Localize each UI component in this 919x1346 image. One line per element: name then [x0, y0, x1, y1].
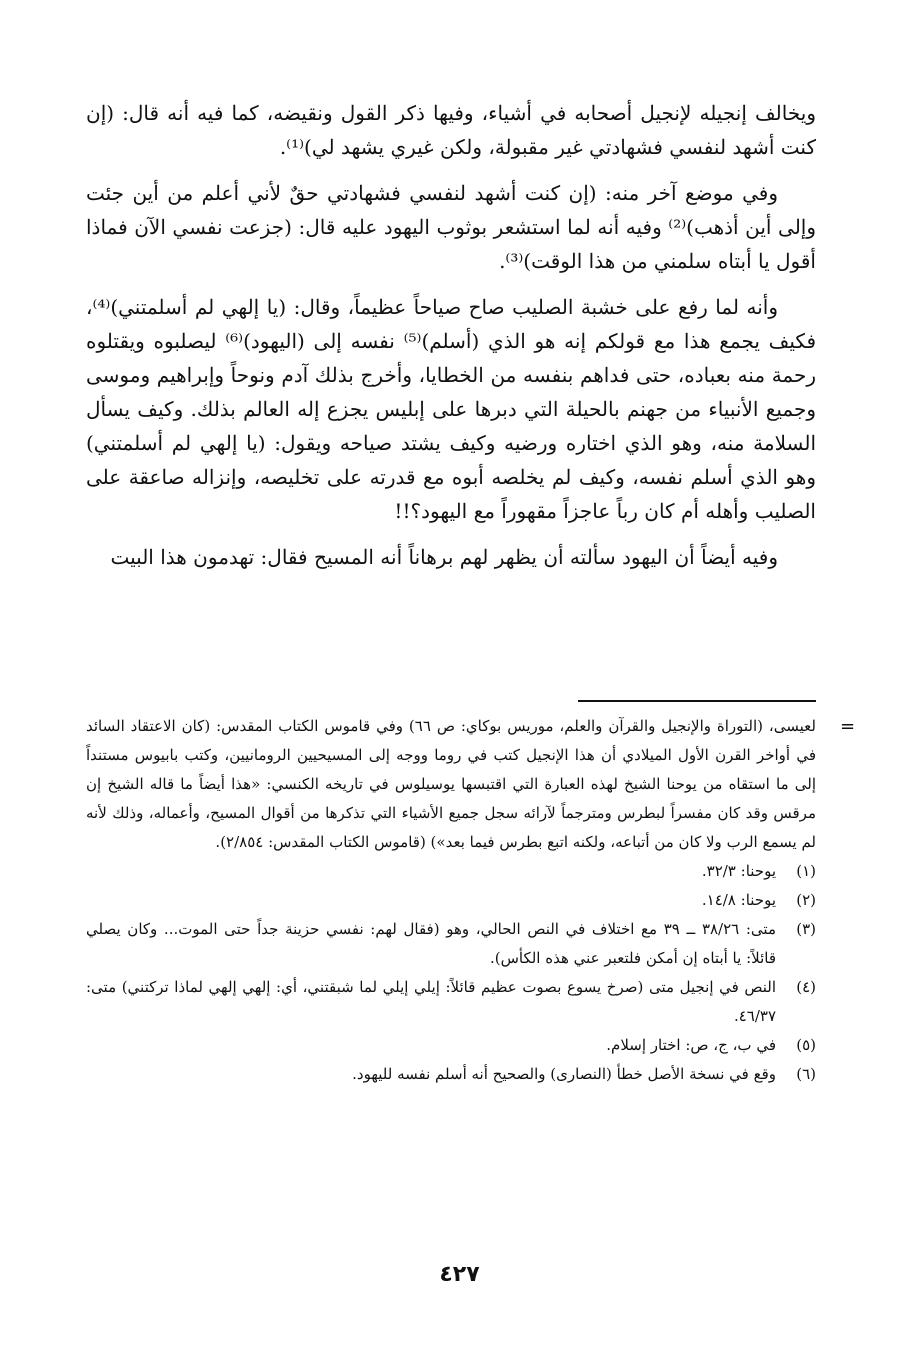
footnote-number: (٣): [796, 920, 816, 938]
footnote-item: [86, 857, 816, 886]
footnote-item: [86, 915, 816, 973]
paragraph-2: وفي موضع آخر منه: (إن كنت أشهد لنفسي فشهادتي حقٌ لأني أعلم من أين جئت وإلى أين أذهب)⁽²⁾ وفيه أنه لما استشعر بوثوب اليهود عليه قال: (جزعت نفسي الآن فماذا أقول يا أبتاه سلمني من هذا الوقت)⁽³⁾.: [86, 181, 817, 273]
page-number: ٤٢٧: [439, 1262, 480, 1287]
footnote-text: وقع في نسخة الأصل خطأ (النصارى) والصحيح أنه أسلم نفسه لليهود.: [352, 1065, 776, 1083]
footnotes-section: [86, 712, 816, 1089]
footnote-number: (٤): [796, 978, 816, 996]
footnote-number: (٢): [796, 891, 816, 909]
continuation-mark: =: [840, 716, 856, 737]
footnote-text: يوحنا: ٣٢/٣.: [701, 862, 776, 880]
paragraph-4: وفيه أيضاً أن اليهود سألته أن يظهر لهم برهاناً أنه المسيح فقال: تهدمون هذا البيت: [110, 545, 778, 569]
footnote-number: (٥): [796, 1036, 816, 1054]
footnote-item: [86, 1031, 816, 1060]
footnote-item: [86, 1060, 816, 1089]
footnote-text: يوحنا: ١٤/٨.: [701, 891, 776, 909]
footnote-number: (٦): [796, 1065, 816, 1083]
footnote-separator: [578, 700, 816, 702]
footnote-continuation: لعيسى، (التوراة والإنجيل والقرآن والعلم، موريس بوكاي: ص ٦٦) وفي قاموس الكتاب المقدس: (كان الاعتقاد السائد في أواخر القرن الأول الميلادي أن هذا الإنجيل كتب في روما ووجه إلى المسيحيين الرومانيين، وكتب بابيوس مستنداً إلى ما استقاه من يوحنا الشيخ لهذه العبارة التي اقتبسها يوسيلوس في تاريخه الكنسي: «هذا أيضاً ما قاله الشيخ إن مرقس وقد كان مفسراً لبطرس ومترجماً لآرائه سجل جميع الأشياء التي تذكرها من أقوال المسيح، وأعماله، وذلك لأنه لم يسمع الرب ولا كان من أتباعه، ولكنه اتبع بطرس فيما بعد») (قاموس الكتاب المقدس: ٢/٨٥٤).: [86, 717, 816, 851]
footnote-number: (١): [796, 862, 816, 880]
footnote-text: متى: ٣٨/٢٦ ــ ٣٩ مع اختلاف في النص الحالي، وهو (فقال لهم: نفسي حزينة جداً حتى الموت... وكان يصلي قائلاً: يا أبتاه إن أمكن فلتعبر عني هذه الكأس).: [86, 920, 776, 967]
paragraph-1: ويخالف إنجيله لإنجيل أصحابه في أشياء، وفيها ذكر القول ونقيضه، كما فيه أنه قال: (إن كنت أشهد لنفسي فشهادتي غير مقبولة، ولكن غيري يشهد لي)⁽¹⁾.: [86, 101, 816, 159]
main-text: [86, 96, 816, 586]
footnote-item: [86, 973, 816, 1031]
footnote-text: في ب، ج، ص: اختار إسلام.: [606, 1036, 776, 1054]
footnote-item: [86, 886, 816, 915]
paragraph-3: وأنه لما رفع على خشبة الصليب صاح صياحاً عظيماً، وقال: (يا إلهي لم أسلمتني)⁽⁴⁾، فكيف يجمع هذا مع قولكم إنه هو الذي (أسلم)⁽⁵⁾ نفسه إلى (اليهود)⁽⁶⁾ ليصلبوه ويقتلوه رحمة منه بعباده، حتى فداهم بنفسه من الخطايا، وأخرج بذلك آدم ونوحاً وإبراهيم وموسى وجميع الأنبياء من جهنم بالحيلة التي دبرها على إبليس يجزع إله العالم بذلك. وكيف يسأل السلامة منه، وهو الذي اختاره ورضيه وكيف يشتد صياحه ويقول: (يا إلهي لم أسلمتني) وهو الذي أسلم نفسه، وكيف لم يخلصه أبوه مع قدرته على تخليصه، وإنزاله صاعقة على الصليب وأهله أم كان رباً عاجزاً مقهوراً مع اليهود؟!!: [86, 295, 817, 523]
footnote-text: النص في إنجيل متى (صرخ يسوع بصوت عظيم قائلاً: إيلي إيلي لما شبقتني، أي: إلهي إلهي لماذا تركتني) متى: ٤٦/٣٧.: [86, 978, 776, 1025]
